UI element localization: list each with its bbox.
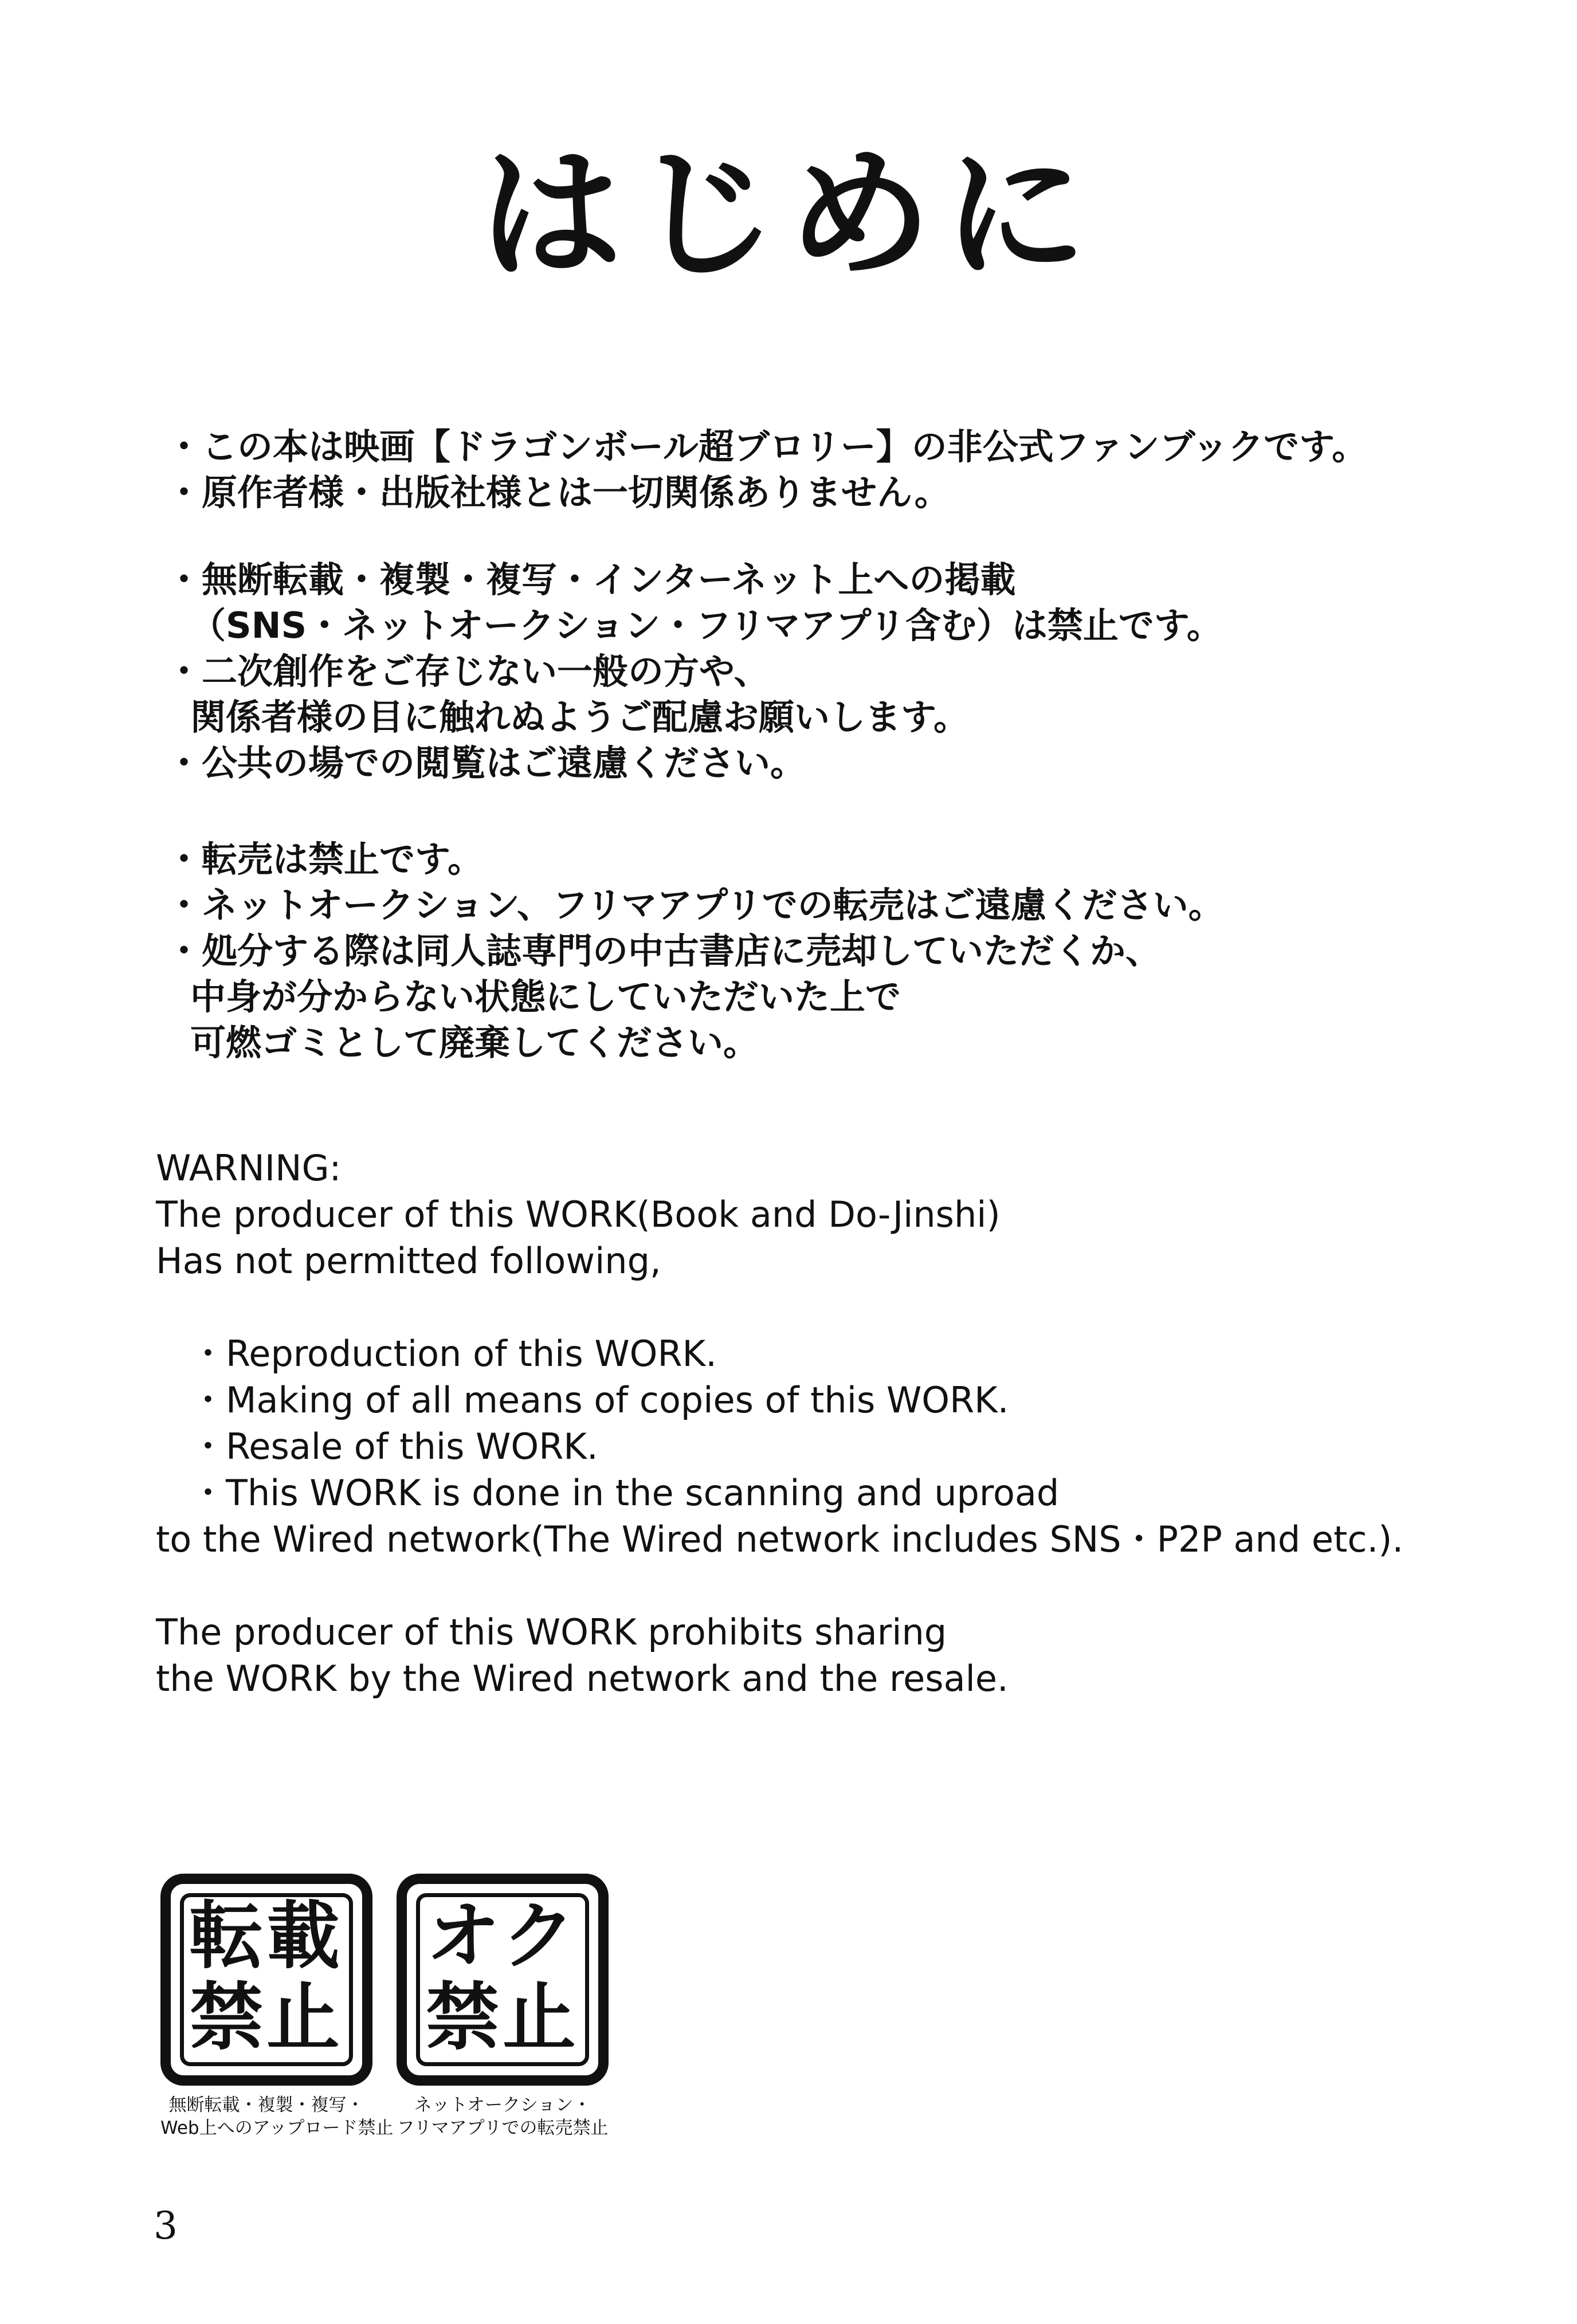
warning-bullet: ・Reproduction of this WORK. (190, 1333, 717, 1375)
no-auction-caption (397, 2094, 609, 2140)
notice-line: ・ネットオークション、フリマアプリでの転売はご遠慮ください。 (166, 884, 1224, 926)
notice-line: ・公共の場での閲覧はご遠慮ください。 (166, 742, 806, 784)
notice-group-resale (166, 837, 1530, 1066)
no-repost-caption (160, 2094, 394, 2140)
notice-line: ・無断転載・複製・複写・インターネット上への掲載 (166, 559, 1016, 600)
notice-line: ・転売は禁止です。 (166, 838, 484, 880)
warning-continuation: to the Wired network(The Wired network includes SNS・P2P and etc.). (156, 1518, 1404, 1560)
warning-closing-line: The producer of this WORK prohibits sharing (156, 1611, 947, 1653)
warning-heading: WARNING: (156, 1147, 342, 1189)
stamp-text-top: オク (426, 1894, 579, 1979)
notice-group-fanbook (166, 424, 1530, 516)
spacer (156, 1284, 1543, 1330)
warning-bullet: ・This WORK is done in the scanning and uproad (190, 1472, 1060, 1514)
notice-line: 中身が分からない状態にしていただいた上で (190, 976, 901, 1018)
warning-bullet: ・Resale of this WORK. (190, 1426, 598, 1467)
notice-line: （SNS・ネットオークション・フリマアプリ含む）は禁止です。 (190, 604, 1222, 646)
caption-line: 無断転載・複製・複写・ (168, 2095, 364, 2115)
no-auction-stamp (397, 1874, 609, 2086)
page-number: 3 (154, 2204, 178, 2248)
notice-line: ・この本は映画【ドラゴンボール超ブロリー】の非公式ファンブックです。 (166, 426, 1368, 468)
warning-intro-line: The producer of this WORK(Book and Do-Jinshi) (156, 1194, 1001, 1235)
stamp-text-bottom: 禁止 (425, 1975, 579, 2060)
notice-line: ・処分する際は同人誌専門の中古書店に売却していただくか、 (166, 930, 1162, 972)
no-repost-stamp (160, 1874, 372, 2086)
notice-line: ・原作者様・出版社様とは一切関係ありません。 (166, 472, 950, 513)
prohibition-stamps (160, 1874, 653, 2138)
stamp-text-top: 転載 (189, 1894, 343, 1979)
warning-closing-line: the WORK by the Wired network and the resale. (156, 1658, 1009, 1699)
caption-line: Web上へのアップロード禁止 (160, 2118, 394, 2138)
warning-intro-line: Has not permitted following, (156, 1240, 661, 1282)
notice-line: ・二次創作をご存じない一般の方や、 (166, 650, 770, 692)
warning-section (156, 1145, 1543, 1702)
caption-line: ネットオークション・ (414, 2095, 591, 2115)
page-title: はじめに (479, 131, 1098, 298)
caption-line: フリマアプリでの転売禁止 (397, 2118, 609, 2138)
spacer (156, 1563, 1543, 1609)
notice-group-reproduction (166, 557, 1530, 786)
warning-bullet: ・Making of all means of copies of this WORK. (190, 1379, 1009, 1421)
stamp-text-bottom: 禁止 (189, 1975, 343, 2060)
notice-line: 関係者様の目に触れぬようご配慮お願いします。 (190, 696, 970, 738)
notice-line: 可燃ゴミとして廃棄してください。 (190, 1022, 759, 1063)
